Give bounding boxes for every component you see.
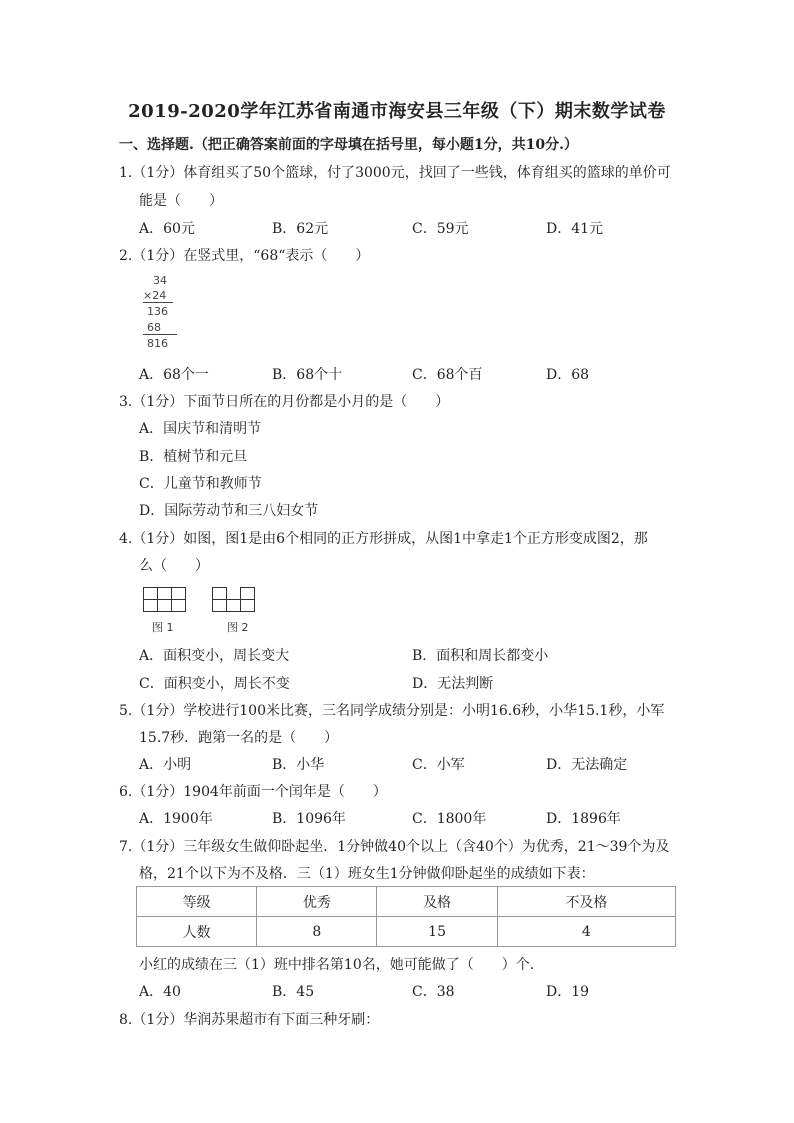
question-7-text-cont-2: 小红的成绩在三（1）班中排名第10名，她可能做了（ ）个． [139,957,544,973]
question-2-option-c: C．68个百 [412,367,483,383]
table-cell: 人数 [137,917,257,947]
table-header-cell: 等级 [137,887,257,917]
figure-1-label: 图 1 [152,621,174,634]
question-4-option-a: A．面积变小，周长变大 [139,648,290,664]
table-header-cell: 优秀 [257,887,377,917]
table-row [137,917,676,947]
question-5-option-b: B．小华 [272,757,325,773]
question-1-option-b: B．62元 [272,221,329,237]
question-6-option-a: A．1900年 [139,811,213,827]
section-heading: 一、选择题.（把正确答案前面的字母填在括号里，每小题1分，共10分.） [119,137,578,153]
question-5-text-cont: 15.7秒．跑第一名的是（ ） [139,730,339,746]
question-3-option-b: B．植树节和元旦 [139,449,248,465]
figure-2-label: 图 2 [227,621,249,634]
question-7-text-cont: 格，21个以下为不及格．三（1）班女生1分钟做仰卧起坐的成绩如下表： [139,866,595,882]
question-7-option-a: A．40 [139,984,181,1000]
question-2-text: 2.（1分）在竖式里，“68“表示（ ） [119,248,370,264]
question-7-option-c: C．38 [412,984,455,1000]
question-6-option-c: C．1800年 [412,811,487,827]
question-7-option-b: B．45 [272,984,315,1000]
calc-line-1: 34 [153,274,167,287]
table-header-cell: 及格 [377,887,497,917]
page-title: 2019-2020学年江苏省南通市海安县三年级（下）期末数学试卷 [128,101,666,122]
question-2-option-d: D．68 [546,367,590,383]
question-8-text: 8.（1分）华润苏果超市有下面三种牙刷： [119,1012,380,1028]
table-cell: 15 [377,917,497,947]
question-3-text: 3.（1分）下面节日所在的月份都是小月的是（ ） [119,394,450,410]
question-3-option-d: D．国际劳动节和三八妇女节 [139,503,319,519]
question-4-option-c: C．面积变小，周长不变 [139,676,290,692]
table-cell: 8 [257,917,377,947]
question-7-text: 7.（1分）三年级女生做仰卧起坐．1分钟做40个以上（含40个）为优秀，21～39个为及 [119,839,670,855]
question-6-option-b: B．1096年 [272,811,346,827]
question-5-text: 5.（1分）学校进行100米比赛，三名同学成绩分别是：小明16.6秒，小华15.1秒，小军 [119,703,665,719]
table-cell: 4 [497,917,675,947]
calc-line-5: 816 [147,337,168,350]
question-3-option-a: A．国庆节和清明节 [139,421,262,437]
question-5-option-c: C．小军 [412,757,465,773]
question-2-option-b: B．68个十 [272,367,343,383]
question-4-text: 4.（1分）如图，图1是由6个相同的正方形拼成，从图1中拿走1个正方形变成图2，那 [119,531,648,547]
question-1-option-c: C．59元 [412,221,469,237]
question-7-option-d: D．19 [546,984,590,1000]
question-4-text-cont: 么（ ） [139,558,209,574]
calc-line-4: 68 [143,321,177,335]
table-header-row [137,887,676,917]
question-4-option-b: B．面积和周长都变小 [412,648,549,664]
question-1-text-cont: 能是（ ） [139,193,223,209]
question-4-option-d: D．无法判断 [412,676,494,692]
vertical-multiplication [143,274,177,350]
question-5-option-a: A．小明 [139,757,192,773]
question-5-option-d: D．无法确定 [546,757,628,773]
question-1-option-d: D．41元 [546,221,604,237]
score-table [136,886,676,947]
calc-line-2: ×24 [143,289,173,303]
calc-line-3: 136 [147,305,168,318]
question-1-option-a: A．60元 [139,221,195,237]
question-6-text: 6.（1分）1904年前面一个闰年是（ ） [119,784,387,800]
question-2-option-a: A．68个一 [139,367,209,383]
table-header-cell: 不及格 [497,887,675,917]
question-6-option-d: D．1896年 [546,811,621,827]
question-1-text: 1.（1分）体育组买了50个篮球，付了3000元，找回了一些钱，体育组买的篮球的单价可 [119,165,671,181]
question-3-option-c: C．儿童节和教师节 [139,476,262,492]
